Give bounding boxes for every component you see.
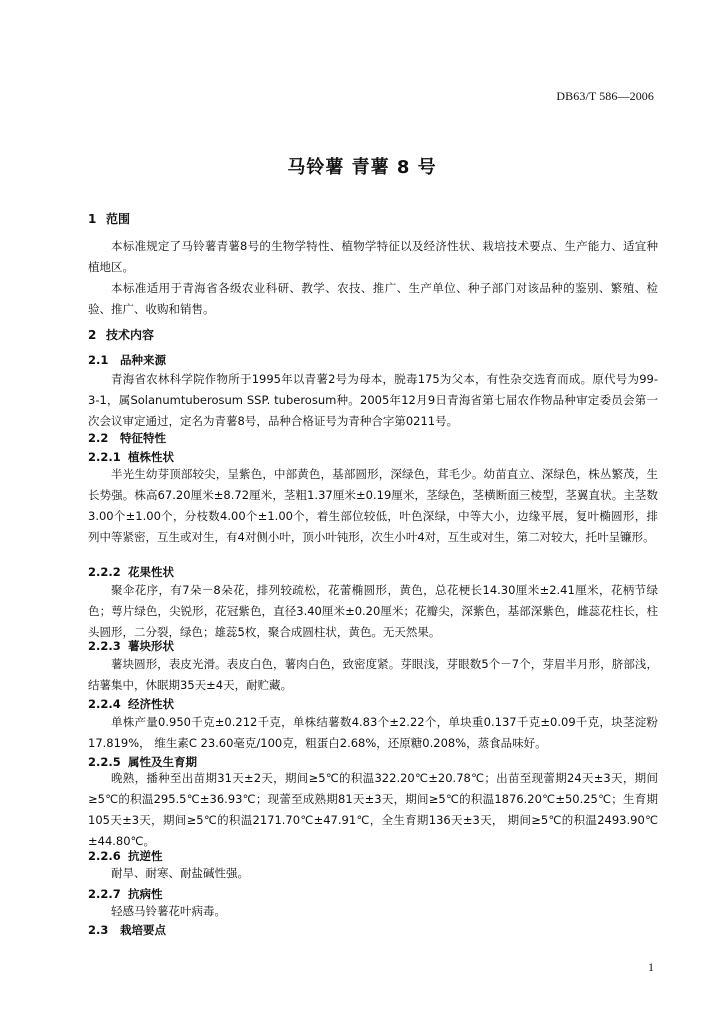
subsection-heading-stress-resistance <box>88 848 163 864</box>
stress-resistance-body <box>88 863 658 884</box>
section-title: 属性及生育期 <box>128 755 197 769</box>
section-heading-technical <box>88 326 154 343</box>
subsection-heading-flower-fruit <box>88 564 174 580</box>
subsection-heading-characteristics <box>88 430 166 446</box>
section-title: 特征特性 <box>120 431 166 445</box>
paragraph: 半光生幼芽顶部较尖，呈紫色，中部黄色，基部圆形，深绿色，茸毛少。幼苗直立、深绿色，株丛繁茂，生长势强。株高67.20厘米±8.72厘米，茎粗1.37厘米±0.19厘米，茎绿色，茎横断面三棱型，茎翼直状。主茎数3.00个±1.00个，分枝数4.00个±1.00个，着生部位较低，叶色深绿，中等大小，边缘平展，复叶椭圆形，排列中等紧密，互生或对生，有4对侧小叶，顶小叶钝形，次生小叶4对，互生或对生，第二对较大，托叶呈镰形。 <box>88 467 658 544</box>
section-title: 植株性状 <box>128 450 174 464</box>
section-title: 薯块形状 <box>128 639 174 653</box>
section-number: 2 <box>88 328 97 342</box>
section-title: 抗逆性 <box>128 849 163 863</box>
section-number: 2.2.7 <box>88 887 121 901</box>
paragraph: 单株产量0.950千克±0.212千克，单株结薯数4.83个±2.22个，单块重0.137千克±0.09千克，块茎淀粉17.819%， 维生素C 23.60毫克/100克，粗蛋白2.68%，还原糖0.208%，蒸食品味好。 <box>88 715 658 750</box>
flower-fruit-body <box>88 580 658 643</box>
section-title: 抗病性 <box>128 887 163 901</box>
subsection-heading-origin <box>88 352 166 368</box>
paragraph: 青海省农林科学院作物所于1995年以青薯2号为母本，脱毒175为父本，有性杂交选育而成。原代号为99-3-1，属Solanumtuberosum SSP. tuberosum种。2005年12月9日青海省第七届农作物品种审定委员会第一次会议审定通过，定名为青薯8号，品种合格证号为青种合字第0211号。 <box>88 372 658 428</box>
section-number: 2.1 <box>88 353 109 367</box>
paragraph: 轻感马铃薯花叶病毒。 <box>111 904 226 918</box>
paragraph: 晚熟，播种至出苗期31天±2天，期间≥5℃的积温322.20℃±20.78℃；出苗至现蕾期24天±3天，期间≥5℃的积温295.5℃±36.93℃；现蕾至成熟期81天±3天，期间≥5℃的积温1876.20℃±50.25℃；生育期105天±3天，期间≥5℃的积温2171.70℃±47.91℃，全生育期136天±3天， 期间≥5℃的积温2493.90℃±44.80℃。 <box>88 771 658 848</box>
paragraph: 聚伞花序，有7朵－8朵花，排列较疏松，花蕾椭圆形，黄色，总花梗长14.30厘米±2.41厘米，花柄节绿色；萼片绿色，尖锐形，花冠紫色，直径3.40厘米±0.20厘米；花瓣尖，深紫色，基部深紫色，雌蕊花柱长，柱头圆形，二分裂，绿色；雄蕊5枚，聚合成圆柱状，黄色。无天然果。 <box>88 583 658 639</box>
paragraph: 本标准规定了马铃薯青薯8号的生物学特性、植物学特征以及经济性状、栽培技术要点、生产能力、适宜种植地区。 <box>88 239 658 274</box>
section-number: 2.2.6 <box>88 849 121 863</box>
section-title: 栽培要点 <box>120 923 166 937</box>
standard-number: DB63/T 586—2006 <box>556 89 654 103</box>
page-number: 1 <box>648 960 654 974</box>
paragraph: 薯块圆形，表皮光滑。表皮白色，薯肉白色，致密度紧。芽眼浅，芽眼数5个－7个，芽眉半月形，脐部浅，结薯集中，休眠期35天±4天，耐贮藏。 <box>88 657 658 692</box>
subsection-heading-tuber-shape <box>88 638 174 654</box>
section-number: 2.3 <box>88 923 109 937</box>
paragraph: 耐旱、耐寒、耐盐碱性强。 <box>111 866 249 880</box>
section-title: 经济性状 <box>128 697 174 711</box>
subsection-heading-plant-traits <box>88 449 174 465</box>
section-heading-scope <box>88 210 130 227</box>
section-title: 花果性状 <box>128 565 174 579</box>
section-title: 品种来源 <box>120 353 166 367</box>
subsection-heading-economic-traits <box>88 696 174 712</box>
origin-body <box>88 369 658 432</box>
scope-body <box>88 236 658 320</box>
disease-resistance-body <box>88 901 658 922</box>
subsection-heading-cultivation <box>88 922 166 938</box>
section-number: 2.2.5 <box>88 755 121 769</box>
growth-period-body <box>88 768 658 852</box>
section-number: 2.2.1 <box>88 450 121 464</box>
section-title: 技术内容 <box>106 328 155 342</box>
economic-traits-body <box>88 712 658 754</box>
section-number: 1 <box>88 212 97 226</box>
section-number: 2.2.2 <box>88 565 121 579</box>
tuber-shape-body <box>88 654 658 696</box>
paragraph: 本标准适用于青海省各级农业科研、教学、农技、推广、生产单位、种子部门对该品种的鉴别、繁殖、检验、推广、收购和销售。 <box>88 281 658 316</box>
section-number: 2.2 <box>88 431 109 445</box>
section-number: 2.2.3 <box>88 639 121 653</box>
document-title: 马铃薯 青薯 8 号 <box>287 157 437 178</box>
subsection-heading-disease-resistance <box>88 886 163 902</box>
plant-traits-body <box>88 464 658 548</box>
section-number: 2.2.4 <box>88 697 121 711</box>
section-title: 范围 <box>106 212 131 226</box>
